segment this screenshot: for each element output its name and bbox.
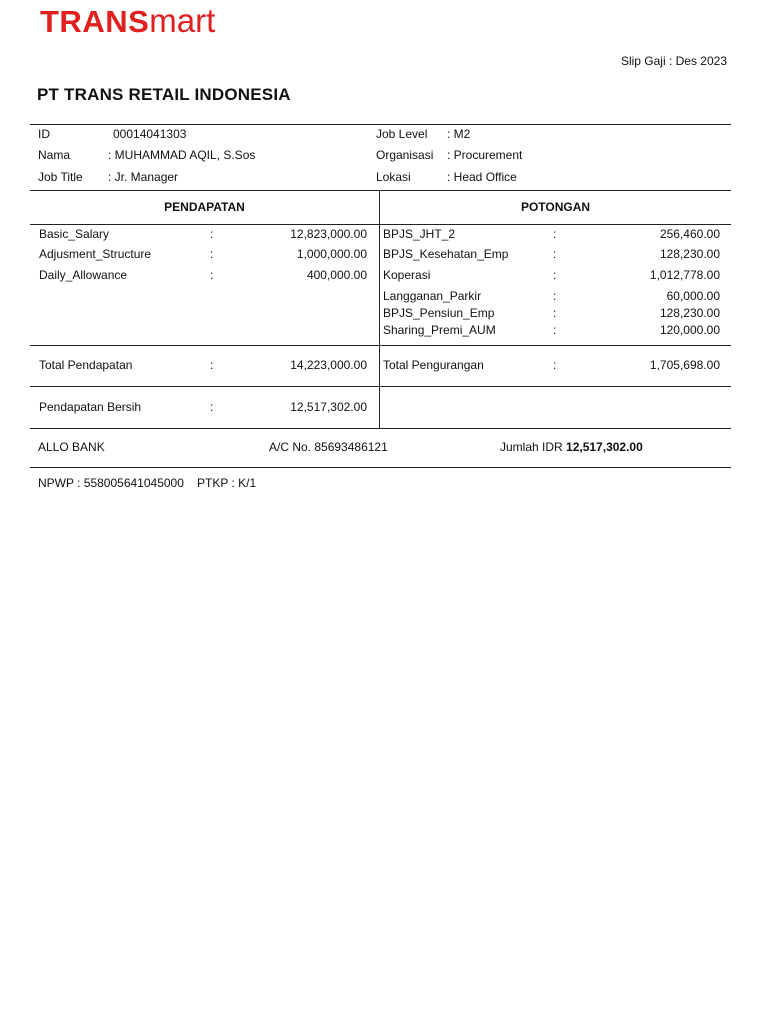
column-divider — [379, 190, 380, 428]
transmart-logo — [40, 2, 215, 38]
bank-name: ALLO BANK — [38, 440, 105, 454]
level-value: : M2 — [447, 127, 471, 141]
logo-bold-text: TRANS — [40, 4, 150, 39]
earnings-header: PENDAPATAN — [164, 200, 245, 214]
divider-employee — [30, 190, 731, 191]
company-name: PT TRANS RETAIL INDONESIA — [37, 85, 291, 104]
deduction-label: BPJS_Kesehatan_Emp — [383, 247, 509, 261]
name-value: : MUHAMMAD AQIL, S.Sos — [108, 148, 256, 162]
deduction-amount: 60,000.00 — [666, 289, 720, 303]
name-label: Nama — [38, 148, 71, 162]
deductions-header: POTONGAN — [520, 200, 591, 214]
total-earnings-sep: : — [210, 358, 214, 372]
total-deductions-amount: 1,705,698.00 — [649, 358, 720, 372]
deduction-sep: : — [553, 289, 557, 303]
loc-label: Lokasi — [376, 170, 411, 184]
deduction-amount: 128,230.00 — [659, 247, 720, 261]
bank-account: A/C No. 85693486121 — [269, 440, 388, 454]
bank-amount-value: 12,517,302.00 — [566, 440, 643, 454]
deduction-sep: : — [553, 323, 557, 337]
loc-value: : Head Office — [447, 170, 517, 184]
total-earnings-label: Total Pendapatan — [39, 358, 133, 372]
deduction-sep: : — [553, 247, 557, 261]
npwp: NPWP : 558005641045000 — [38, 476, 184, 490]
id-value: 00014041303 — [113, 127, 187, 141]
id-label: ID — [38, 127, 50, 141]
total-earnings-amount: 14,223,000.00 — [290, 358, 367, 372]
earning-sep: : — [210, 247, 214, 261]
total-deductions-sep: : — [553, 358, 557, 372]
net-pay-label: Pendapatan Bersih — [39, 400, 142, 414]
deduction-amount: 128,230.00 — [659, 306, 720, 320]
slip-period: Slip Gaji : Des 2023 — [620, 54, 727, 68]
bank-amount-label: Jumlah IDR — [500, 440, 563, 454]
earning-amount: 400,000.00 — [306, 268, 367, 282]
divider-bank — [30, 467, 731, 468]
total-deductions-label: Total Pengurangan — [383, 358, 484, 372]
deduction-label: Sharing_Premi_AUM — [383, 323, 496, 337]
deduction-label: Langganan_Parkir — [383, 289, 482, 303]
divider-column-header — [30, 224, 731, 225]
deduction-amount: 120,000.00 — [659, 323, 720, 337]
net-pay-sep: : — [210, 400, 214, 414]
divider-items — [30, 345, 731, 346]
deduction-amount: 256,460.00 — [659, 227, 720, 241]
earning-label: Basic_Salary — [39, 227, 110, 241]
deduction-label: BPJS_JHT_2 — [383, 227, 456, 241]
bank-amount — [500, 440, 643, 454]
org-value: : Procurement — [447, 148, 523, 162]
title-value: : Jr. Manager — [108, 170, 179, 184]
deduction-amount: 1,012,778.00 — [649, 268, 720, 282]
deduction-sep: : — [553, 227, 557, 241]
deduction-sep: : — [553, 268, 557, 282]
divider-totals — [30, 386, 731, 387]
logo-light-text: mart — [149, 2, 216, 39]
ptkp: PTKP : K/1 — [197, 476, 257, 490]
title-label: Job Title — [38, 170, 83, 184]
earning-label: Adjusment_Structure — [39, 247, 152, 261]
deduction-sep: : — [553, 306, 557, 320]
net-pay-amount: 12,517,302.00 — [290, 400, 367, 414]
deduction-label: Koperasi — [383, 268, 431, 282]
divider-net — [30, 428, 731, 429]
divider-top — [30, 124, 731, 125]
deduction-label: BPJS_Pensiun_Emp — [383, 306, 495, 320]
earning-sep: : — [210, 227, 214, 241]
level-label: Job Level — [376, 127, 428, 141]
earning-amount: 1,000,000.00 — [296, 247, 367, 261]
org-label: Organisasi — [376, 148, 434, 162]
earning-label: Daily_Allowance — [39, 268, 128, 282]
earning-amount: 12,823,000.00 — [290, 227, 367, 241]
earning-sep: : — [210, 268, 214, 282]
